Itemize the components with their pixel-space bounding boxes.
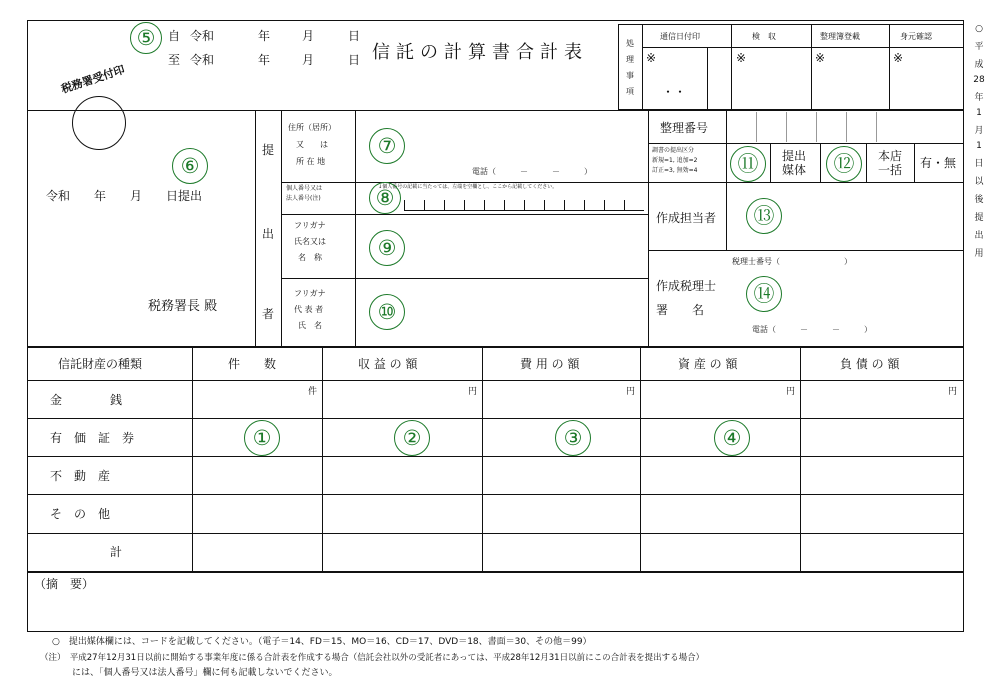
- mark-4: ※: [893, 51, 904, 65]
- marker-11: ⑪: [730, 146, 766, 182]
- submit-media-1: 提出: [782, 149, 807, 163]
- from-label: 自: [168, 29, 181, 43]
- marker-14: ⑭: [746, 276, 782, 312]
- th-asset: 資 産 の 額: [678, 357, 738, 371]
- name-label-3: 名 称: [298, 253, 322, 262]
- address-label-2: 又 は: [296, 140, 328, 149]
- author-label: 作成担当者: [656, 211, 717, 225]
- mark-1: ※: [646, 51, 657, 65]
- rep-label-3: 氏 名: [298, 321, 322, 330]
- filing-date: 令和 年 月 日提出: [46, 189, 203, 203]
- marker-2: ②: [394, 420, 430, 456]
- to-year: 年: [258, 53, 271, 67]
- tax-office: 税務署長 殿: [148, 299, 218, 314]
- from-month: 月: [302, 29, 315, 43]
- col-tsushin: 通信日付印: [660, 32, 700, 41]
- submitter-side-2: 出: [262, 227, 275, 241]
- mark-2: ※: [736, 51, 747, 65]
- unit-expense: 円: [626, 387, 636, 397]
- row-cash: 金 銭: [50, 393, 123, 407]
- to-month: 月: [302, 53, 315, 67]
- rep-label-2: 代 表 者: [294, 305, 324, 314]
- id-label-2: 法人番号(注): [286, 195, 321, 202]
- summary-label: （摘 要）: [34, 577, 95, 591]
- footnote-2: （注） 平成27年12月31日以前に開始する事業年度に係る合計表を作成する場合（信託会社以外の受託者にあっては、平成28年12月31日以前にこの合計表を提出する場合）: [40, 653, 705, 663]
- unit-income: 円: [468, 387, 478, 397]
- marker-9: ⑨: [369, 230, 405, 266]
- marker-7: ⑦: [369, 128, 405, 164]
- id-number-ticks: [404, 200, 644, 211]
- honten-1: 本店: [878, 149, 903, 163]
- to-label: 至: [168, 53, 181, 67]
- row-other: そ の 他: [50, 507, 111, 521]
- tax-phone: 電話（ － － ）: [752, 325, 872, 334]
- th-expense: 費 用 の 額: [520, 357, 580, 371]
- col-kenshu: 検 収: [752, 32, 776, 41]
- id-note: ↓個人番号の記載に当たっては、左端を空欄とし、ここから記載してください。: [378, 184, 558, 190]
- processing-label-3: 事: [626, 71, 634, 80]
- marker-10: ⑩: [369, 294, 405, 330]
- row-realestate: 不 動 産: [50, 469, 111, 483]
- marker-3: ③: [555, 420, 591, 456]
- row-securities: 有 価 証 券: [50, 431, 135, 445]
- stamp-circle: [72, 96, 126, 150]
- col-mimoto: 身元確認: [900, 32, 932, 41]
- tax-label-2: 署 名: [656, 303, 705, 317]
- processing-label-1: 処: [626, 39, 634, 48]
- unit-count: 件: [308, 387, 318, 397]
- processing-label-2: 理: [626, 55, 634, 64]
- submitter-side-3: 者: [262, 307, 275, 321]
- media-label-3: 訂正=3, 無効=4: [652, 167, 698, 174]
- address-phone: 電話（ － － ）: [472, 167, 592, 176]
- mark-3: ※: [815, 51, 826, 65]
- row-total: 計: [110, 545, 123, 559]
- id-label-1: 個人番号又は: [286, 185, 323, 192]
- to-era: 令和: [190, 53, 215, 67]
- marker-13: ⑬: [746, 198, 782, 234]
- th-type: 信託財産の種類: [58, 357, 143, 371]
- footnote-3: には、「個人番号又は法人番号」欄に何も記載しないでください。: [72, 668, 338, 678]
- from-day: 日: [348, 29, 361, 43]
- tax-label-1: 作成税理士: [656, 279, 717, 293]
- unit-liability: 円: [948, 387, 958, 397]
- marker-1: ①: [244, 420, 280, 456]
- stamp-label: 税務署受付印: [59, 63, 127, 96]
- footnote-1: ○ 提出媒体欄には、コードを記載してください。（電子＝14、FD＝15、MO＝16、CD＝17、DVD＝18、書面＝30、その他＝99）: [52, 637, 592, 647]
- address-label-3: 所 在 地: [296, 157, 326, 166]
- from-era: 令和: [190, 29, 215, 43]
- yes-no: 有・無: [920, 156, 957, 170]
- honten-2: 一括: [878, 163, 903, 177]
- side-note: ○ 平 成 28 年 1 月 1 日 以 後 提 出 用: [973, 24, 985, 259]
- marker-8: ⑧: [369, 182, 401, 214]
- submit-media-2: 媒体: [782, 163, 807, 177]
- th-count: 件 数: [228, 357, 277, 371]
- date-dots: ・・: [662, 85, 687, 99]
- media-label-2: 新規=1, 追加=2: [652, 157, 698, 164]
- rep-label-1: フリガナ: [294, 289, 326, 298]
- unit-asset: 円: [786, 387, 796, 397]
- marker-4: ④: [714, 420, 750, 456]
- tax-number: 税理士番号（ ）: [732, 257, 852, 266]
- processing-label-4: 項: [626, 87, 634, 96]
- media-label-1: 調書の提出区分: [652, 147, 695, 154]
- col-seiribo: 整理簿登載: [820, 32, 860, 41]
- th-income: 収 益 の 額: [358, 357, 418, 371]
- submitter-side-1: 提: [262, 143, 275, 157]
- seiri-label: 整理番号: [660, 121, 709, 135]
- address-label-1: 住所（居所）: [288, 123, 336, 132]
- from-year: 年: [258, 29, 271, 43]
- seiri-number-ticks: [756, 112, 906, 142]
- marker-5: ⑤: [130, 22, 162, 54]
- to-day: 日: [348, 53, 361, 67]
- name-label-2: 氏名又は: [294, 237, 326, 246]
- marker-12: ⑫: [826, 146, 862, 182]
- name-label-1: フリガナ: [294, 221, 326, 230]
- form-title: 信託の計算書合計表: [372, 42, 588, 63]
- marker-6: ⑥: [172, 148, 208, 184]
- th-liability: 負 債 の 額: [840, 357, 900, 371]
